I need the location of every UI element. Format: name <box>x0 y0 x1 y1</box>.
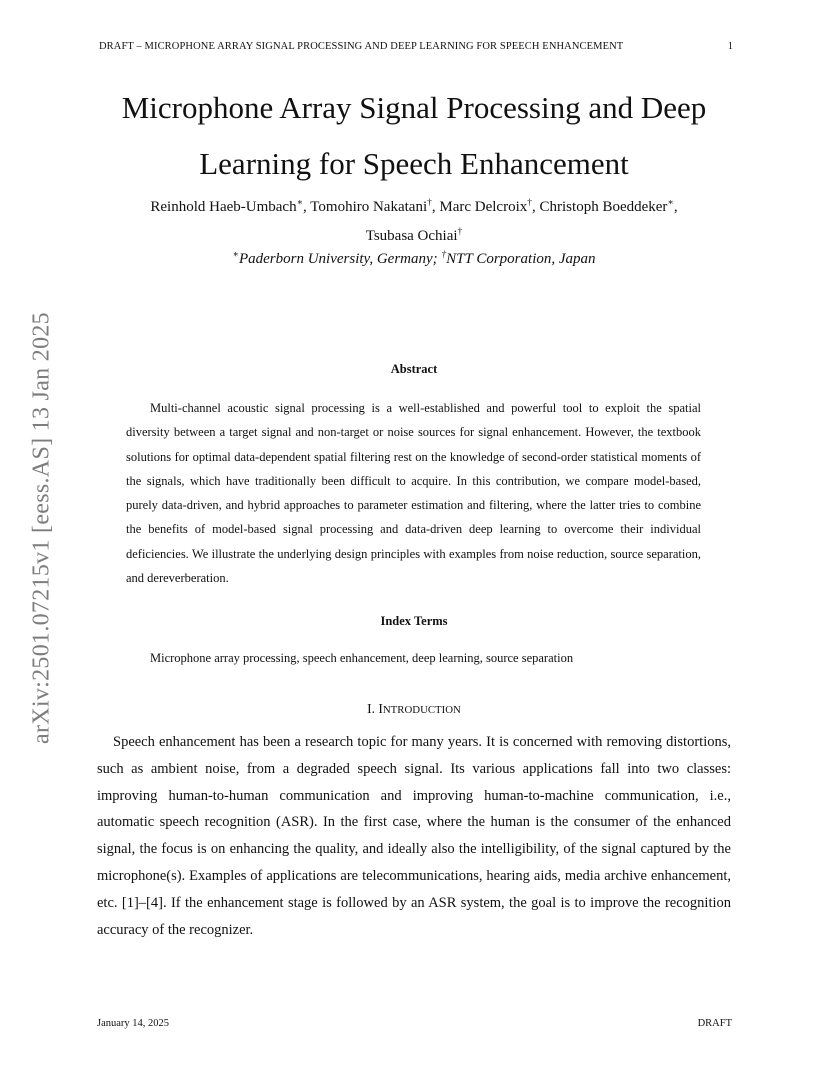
author: Tomohiro Nakatani†, <box>310 198 440 215</box>
author: Reinhold Haeb-Umbach∗, <box>150 198 311 215</box>
index-terms-text: Microphone array processing, speech enhancement, deep learning, source separation <box>150 651 574 665</box>
title-line-1: Microphone Array Signal Processing and Deep <box>121 90 707 125</box>
section-heading-introduction: I. INTRODUCTION <box>367 701 461 716</box>
title-line-2: Learning for Speech Enhancement <box>199 146 629 181</box>
author-list <box>90 193 738 251</box>
running-header: DRAFT – MICROPHONE ARRAY SIGNAL PROCESSING AND DEEP LEARNING FOR SPEECH ENHANCEMENT <box>99 41 624 52</box>
author: Marc Delcroix†, <box>439 198 540 215</box>
abstract-heading: Abstract <box>390 362 438 376</box>
affiliations: ∗Paderborn University, Germany; †NTT Corporation, Japan <box>232 250 596 267</box>
arxiv-identifier-stamp: arXiv:2501.07215v1 [eess.AS] 13 Jan 2025 <box>28 312 55 744</box>
paper-title <box>0 80 828 192</box>
index-terms-heading: Index Terms <box>380 614 448 628</box>
abstract-text: Multi-channel acoustic signal processing is a well-established and powerful tool to exploit the spatial diversity between a target signal and non-target or noise sources for signal enhancement. However, the textbook solutions for optimal data-dependent spatial filtering rest on the knowledge of second-order statistical moments of the signals, which have traditionally been difficult to acquire. In this contribution, we compare model-based, purely data-driven, and hybrid approaches to parameter estimation and filtering, where the latter tries to combine the benefits of model-based signal processing and data-driven deep learning to overcome their individual deficiencies. We illustrate the underlying design principles with examples from noise reduction, source separation, and dereverberation. <box>126 401 701 586</box>
page-number: 1 <box>727 41 733 52</box>
author: Christoph Boeddeker∗, <box>539 198 678 215</box>
introduction-text: Speech enhancement has been a research topic for many years. It is concerned with removing distortions, such as ambient noise, from a degraded speech signal. Its various applications fall into two classes: improving human-to-human communication and improving human-to-machine communication, i.e., automatic speech recognition (ASR). In the first case, where the human is the consumer of the enhanced signal, the focus is on enhancing the quality, and ideally also the intelligibility, of the signal captured by the microphone(s). Examples of applications are telecommunications, hearing aids, media archive enhancement, etc. [1]–[4]. If the enhancement stage is followed by an ASR system, the goal is to improve the recognition accuracy of the recognizer. <box>97 734 731 938</box>
footer-status: DRAFT <box>697 1018 732 1029</box>
footer-date: January 14, 2025 <box>97 1018 170 1029</box>
author: Tsubasa Ochiai† <box>365 227 463 244</box>
